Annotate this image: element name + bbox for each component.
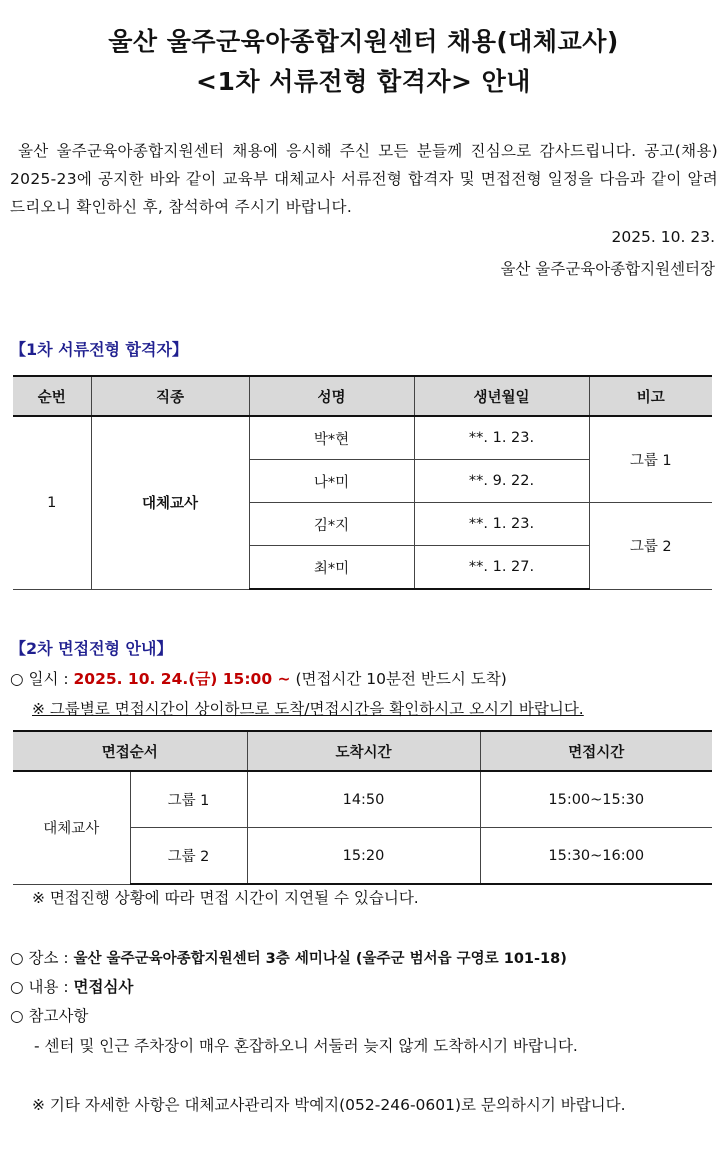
- content-value: 면접심사: [73, 978, 134, 996]
- cell-arrive: 14:50: [247, 771, 480, 828]
- table-row: [13, 771, 712, 828]
- cell-no: 1: [13, 416, 91, 589]
- cell-time: 15:00~15:30: [480, 771, 712, 828]
- place-line: [10, 946, 567, 968]
- cell-name: 최*미: [249, 546, 414, 590]
- delay-note: ※ 면접진행 상황에 따라 면접 시간이 지연될 수 있습니다.: [32, 889, 419, 907]
- schedule-label: 일시 :: [28, 670, 74, 688]
- cell-name: 나*미: [249, 460, 414, 503]
- cell-job: 대체교사: [91, 416, 249, 589]
- cell-birth: **. 1. 23.: [414, 503, 589, 546]
- bullet-icon: ○: [10, 1007, 24, 1025]
- cell-group: 그룹 2: [589, 503, 712, 590]
- page-title-line2: <1차 서류전형 합격자> 안내: [196, 67, 531, 96]
- cell-time: 15:30~16:00: [480, 828, 712, 885]
- reference-label: 참고사항: [28, 1007, 89, 1025]
- reference-line: [10, 1004, 88, 1026]
- header-birth: 생년월일: [414, 376, 589, 416]
- cell-birth: **. 9. 22.: [414, 460, 589, 503]
- issuer: 울산 울주군육아종합지원센터장: [500, 260, 715, 278]
- content-line: [10, 975, 133, 997]
- header-arrive: 도착시간: [247, 731, 480, 771]
- notice-date: 2025. 10. 23.: [611, 228, 715, 246]
- section2-title: 【2차 면접전형 안내】: [10, 639, 173, 658]
- schedule-warning: ※ 그룹별로 면접시간이 상이하므로 도착/면접시간을 확인하시고 오시기 바랍니다.: [32, 700, 584, 718]
- cell-birth: **. 1. 27.: [414, 546, 589, 590]
- cell-group: 그룹 1: [130, 771, 247, 828]
- schedule-line: [10, 667, 507, 689]
- reference-item: - 센터 및 인근 주차장이 매우 혼잡하오니 서둘러 늦지 않게 도착하시기 바랍니다.: [34, 1037, 578, 1055]
- content-label: 내용 :: [28, 978, 74, 996]
- cell-name: 김*지: [249, 503, 414, 546]
- bullet-icon: ○: [10, 670, 24, 688]
- cell-group: 그룹 2: [130, 828, 247, 885]
- bullet-icon: ○: [10, 949, 24, 967]
- schedule-value: 2025. 10. 24.(금) 15:00 ~: [73, 670, 291, 688]
- header-time: 면접시간: [480, 731, 712, 771]
- cell-arrive: 15:20: [247, 828, 480, 885]
- contact-note: ※ 기타 자세한 사항은 대체교사관리자 박예지(052-246-0601)로 문의하시기 바랍니다.: [32, 1096, 626, 1114]
- table-row: [13, 416, 712, 460]
- cell-group: 그룹 1: [589, 416, 712, 503]
- page-title-line1: 울산 울주군육아종합지원센터 채용(대체교사): [108, 27, 619, 56]
- passers-table: [13, 375, 712, 590]
- section1-title: 【1차 서류전형 합격자】: [10, 340, 188, 359]
- header-note: 비고: [589, 376, 712, 416]
- header-name: 성명: [249, 376, 414, 416]
- header-job: 직종: [91, 376, 249, 416]
- interview-table: [13, 730, 712, 885]
- intro-paragraph: 울산 울주군육아종합지원센터 채용에 응시해 주신 모든 분들께 진심으로 감사드립니다. 공고(채용) 2025-23에 공지한 바와 같이 교육부 대체교사 서류전형 합격자 및 면접전형 일정을 다음과 같이 알려드리오니 확인하신 후, 참석하여 주시기 바랍니다.: [10, 142, 718, 216]
- header-order: 면접순서: [13, 731, 247, 771]
- cell-name: 박*현: [249, 416, 414, 460]
- bullet-icon: ○: [10, 978, 24, 996]
- place-value: 울산 울주군육아종합지원센터 3층 세미나실 (울주군 범서읍 구영로 101-18): [73, 951, 567, 967]
- schedule-note: (면접시간 10분전 반드시 도착): [295, 670, 507, 688]
- cell-birth: **. 1. 23.: [414, 416, 589, 460]
- cell-job: 대체교사: [13, 771, 130, 884]
- header-no: 순번: [13, 376, 91, 416]
- place-label: 장소 :: [28, 949, 74, 967]
